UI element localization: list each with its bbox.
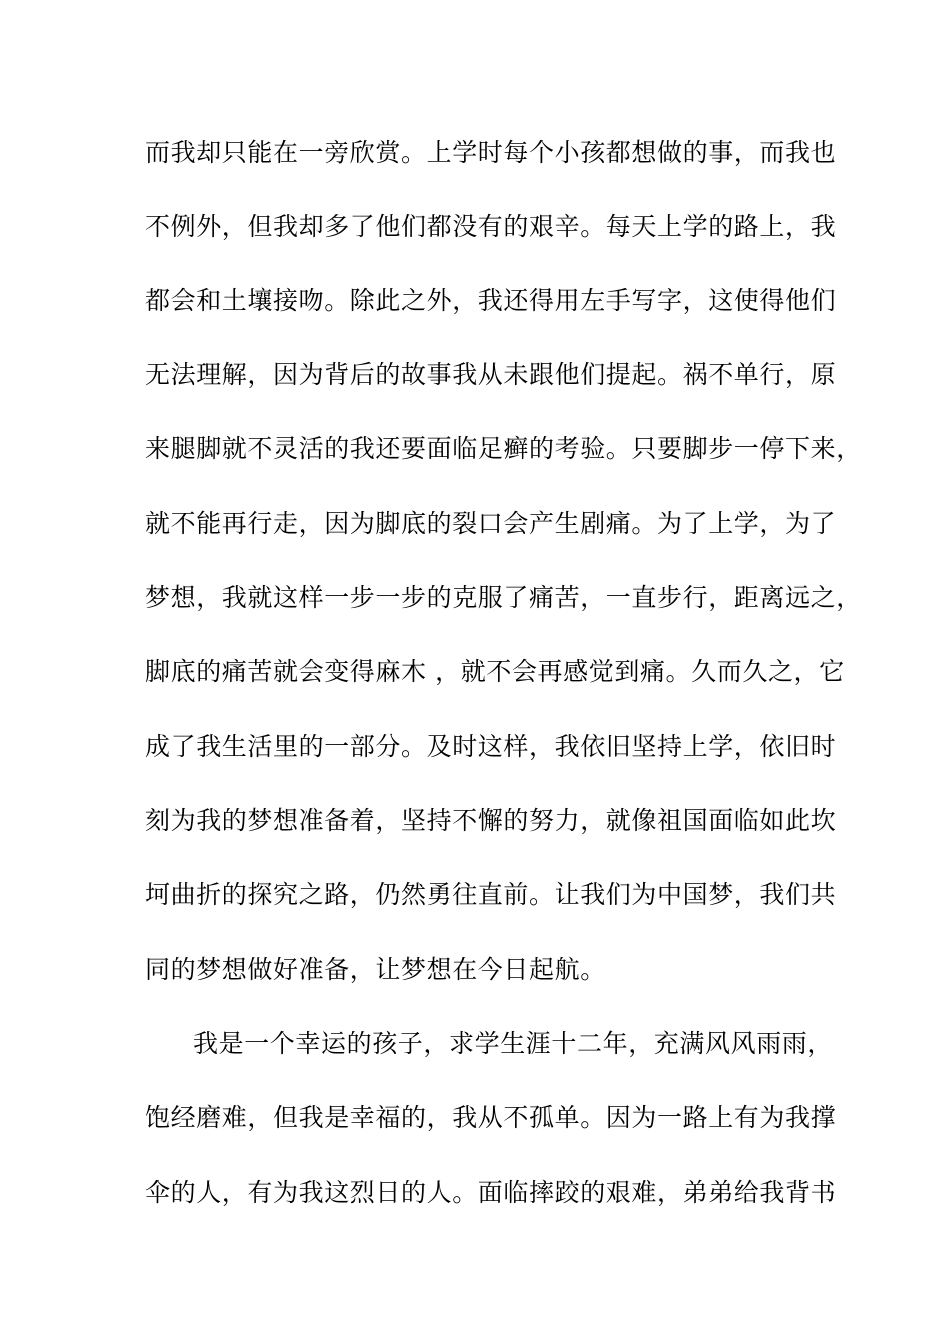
text-line: 不例外，但我却多了他们都没有的艰辛。每天上学的路上，我 bbox=[145, 212, 837, 241]
text-line: 都会和土壤接吻。除此之外，我还得用左手写字，这使得他们 bbox=[145, 286, 837, 315]
text-line: 来腿脚就不灵活的我还要面临足癣的考验。只要脚步一停下来， bbox=[145, 434, 862, 463]
text-line: 成了我生活里的一部分。及时这样，我依旧坚持上学，依旧时 bbox=[145, 732, 837, 761]
text-line: 伞的人，有为我这烈日的人。面临摔跤的艰难，弟弟给我背书 bbox=[145, 1178, 837, 1207]
text-line: 饱经磨难，但我是幸福的，我从不孤单。因为一路上有为我撑 bbox=[145, 1103, 837, 1132]
text-line: 无法理解，因为背后的故事我从未跟他们提起。祸不单行，原 bbox=[145, 360, 837, 389]
text-line: 而我却只能在一旁欣赏。上学时每个小孩都想做的事，而我也 bbox=[145, 138, 837, 167]
text-line: 我是一个幸运的孩子，求学生涯十二年，充满风风雨雨， bbox=[193, 1029, 834, 1058]
text-line: 刻为我的梦想准备着，坚持不懈的努力，就像祖国面临如此坎 bbox=[145, 806, 837, 835]
text-line: 梦想，我就这样一步一步的克服了痛苦，一直步行，距离远之， bbox=[145, 583, 862, 612]
text-line: 就不能再行走，因为脚底的裂口会产生剧痛。为了上学，为了 bbox=[145, 509, 837, 538]
text-line: 同的梦想做好准备，让梦想在今日起航。 bbox=[145, 955, 606, 984]
text-line: 坷曲折的探究之路，仍然勇往直前。让我们为中国梦，我们共 bbox=[145, 880, 837, 909]
text-line: 脚底的痛苦就会变得麻木 ，就不会再感觉到痛。久而久之，它 bbox=[145, 657, 845, 686]
